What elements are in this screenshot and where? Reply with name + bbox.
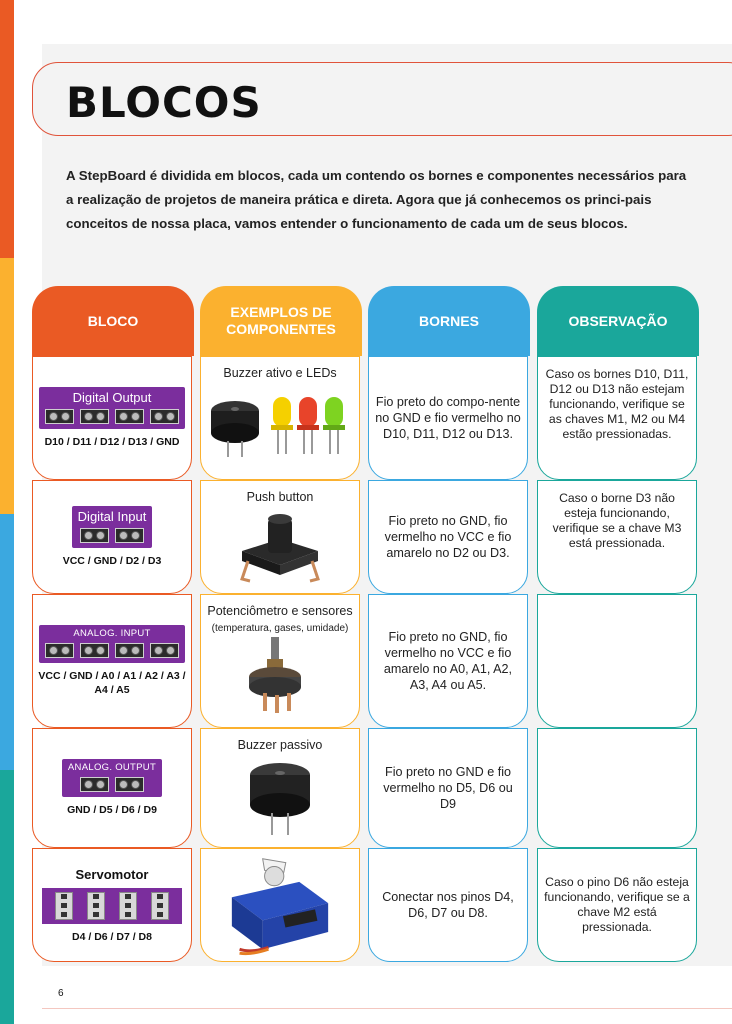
header-bloco: BLOCO: [32, 286, 194, 356]
obs-cell-row-2: [537, 480, 697, 594]
componente-cell-potenciometro: [200, 594, 360, 728]
board-title: ANALOG. OUTPUT: [67, 762, 157, 773]
pins-label: D10 / D11 / D12 / D13 / GND: [44, 436, 180, 448]
column-bornes: [368, 286, 530, 962]
terminal-block: [115, 777, 144, 792]
terminal-block: [80, 409, 109, 424]
terminal-strip: [80, 777, 144, 792]
bornes-text: Fio preto no GND, fio vermelho no VCC e fio amarelo no A0, A1, A2, A3, A4 ou A5.: [383, 630, 513, 692]
component-label: Buzzer ativo e LEDs: [223, 366, 337, 380]
component-small-text: (temperatura, gases, umidade): [211, 623, 349, 634]
bloco-cell-digital-output: [32, 356, 192, 480]
page-title: BLOCOS: [66, 78, 262, 127]
component-label: [207, 603, 353, 637]
push-button-image: [230, 505, 330, 587]
bornes-cell-row-4: [368, 728, 528, 848]
intro-paragraph: A StepBoard é dividida em blocos, cada um contendo os bornes e componentes necessários para a realização de projetos de maneira prática e direta. Agora que já conhecemos os princi-pais conceitos de nossa placa, vamos entender o funcionamento de cada um de seus blocos.: [66, 168, 687, 231]
board-title: ANALOG. INPUT: [73, 628, 151, 639]
board-title: Servomotor: [75, 866, 149, 882]
bloco-cell-servomotor: [32, 848, 192, 962]
obs-cell-row-1: [537, 356, 697, 480]
footer-line: [42, 1008, 732, 1009]
digital-output-board: [39, 387, 185, 429]
pins-label: D4 / D6 / D7 / D8: [72, 930, 152, 943]
terminal-block: [80, 777, 109, 792]
analog-output-board: [62, 759, 162, 797]
bornes-text: Conectar nos pinos D4, D6, D7 ou D8.: [382, 890, 514, 920]
obs-cell-row-3: [537, 594, 697, 728]
terminal-block: [150, 409, 179, 424]
terminal-block: [150, 643, 179, 658]
bloco-cell-analog-output: [32, 728, 192, 848]
terminal-block: [45, 643, 74, 658]
bornes-cell-row-1: [368, 356, 528, 480]
terminal-block: [45, 409, 74, 424]
component-label: Push button: [246, 490, 314, 504]
observacao-text: Caso o borne D3 não esteja funcionando, verifique se a chave M3 está pressionada.: [552, 491, 682, 550]
terminal-strip: [45, 643, 179, 658]
column-bloco: [32, 286, 194, 962]
obs-cell-row-5: [537, 848, 697, 962]
side-stripe-orange: [0, 0, 14, 258]
header-observacao: OBSERVAÇÃO: [537, 286, 699, 356]
terminal-block: [80, 528, 109, 543]
obs-cell-row-4: [537, 728, 697, 848]
servo-header: [151, 892, 169, 920]
component-label: Buzzer passivo: [237, 738, 323, 752]
bornes-cell-row-3: [368, 594, 528, 728]
pins-label: VCC / GND / D2 / D3: [62, 555, 162, 567]
bornes-text: Fio preto no GND e fio vermelho no D5, D6 ou D9: [383, 765, 513, 811]
servomotor-board: [42, 888, 182, 924]
buzzer-and-leds-image: [205, 381, 355, 461]
board-title: Digital Input: [77, 509, 147, 524]
pins-label: GND / D5 / D6 / D9: [67, 804, 157, 816]
potentiometer-image: [235, 637, 325, 717]
bornes-cell-row-5: [368, 848, 528, 962]
terminal-block: [115, 528, 144, 543]
bornes-cell-row-2: [368, 480, 528, 594]
column-observacao: [537, 286, 699, 962]
componente-cell-push-button: [200, 480, 360, 594]
digital-input-board: [72, 506, 153, 548]
servo-header: [55, 892, 73, 920]
terminal-strip: [80, 528, 144, 543]
bornes-text: Fio preto no GND, fio vermelho no VCC e fio amarelo no D2 ou D3.: [384, 514, 512, 560]
side-stripe-teal: [0, 770, 14, 1024]
terminal-strip: [45, 409, 179, 424]
column-exemplos: [200, 286, 362, 962]
componente-cell-buzzer-passivo: [200, 728, 360, 848]
page-number: 6: [58, 988, 64, 999]
component-main-text: Potenciômetro e sensores: [207, 604, 353, 618]
side-stripe-blue: [0, 514, 14, 770]
board-title: Digital Output: [72, 390, 152, 405]
servo-header: [87, 892, 105, 920]
side-stripe-yellow: [0, 258, 14, 514]
bloco-cell-analog-input: [32, 594, 192, 728]
terminal-block: [115, 643, 144, 658]
terminal-block: [115, 409, 144, 424]
header-exemplos: EXEMPLOS DE COMPONENTES: [200, 286, 362, 356]
analog-input-board: [39, 625, 185, 663]
pins-label: VCC / GND / A0 / A1 / A2 / A3 / A4 / A5: [38, 670, 186, 696]
terminal-block: [80, 643, 109, 658]
bloco-cell-digital-input: [32, 480, 192, 594]
observacao-text: Caso o pino D6 não esteja funcionando, verifique se a chave M2 está pressionada.: [544, 875, 690, 934]
observacao-text: Caso os bornes D10, D11, D12 ou D13 não estejam funcionando, verifique se as chaves M1, M2 ou M4 estão pressionadas.: [545, 367, 689, 441]
servo-header: [119, 892, 137, 920]
componente-cell-servomotor: [200, 848, 360, 962]
servomotor-image: [210, 853, 350, 957]
bornes-text: Fio preto do compo-nente no GND e fio vermelho no D10, D11, D12 ou D13.: [375, 395, 521, 441]
passive-buzzer-image: [235, 753, 325, 839]
header-bornes: BORNES: [368, 286, 530, 356]
componente-cell-buzzer-leds: [200, 356, 360, 480]
